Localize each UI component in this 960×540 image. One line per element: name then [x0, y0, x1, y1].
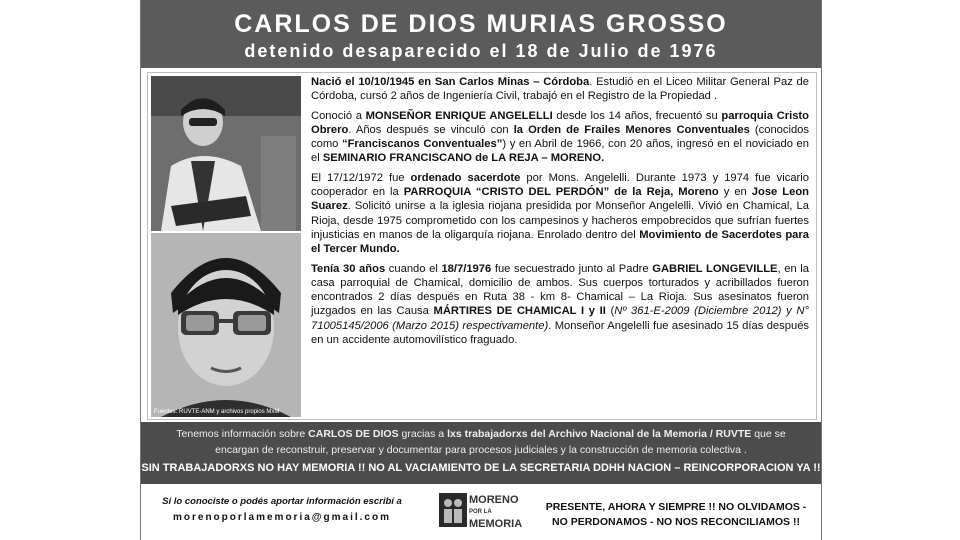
info-line-2: encargan de reconstruir, preservar y documentar para procesos judiciales y la construcción de memoria colectiva . [215, 444, 747, 456]
slogan-line-2: NO PERDONAMOS - NO NOS RECONCILIAMOS !! [552, 516, 800, 528]
bio-paragraph-3: El 17/12/1972 fue ordenado sacerdote por Mons. Angelelli. Durante 1973 y 1974 fue vicario cooperador en la PARROQUIA “CRISTO DEL PERDÓN” de la Reja, Moreno y en Jose Leon Suarez. Solicitó unirse a la iglesia riojana presidida por Monseñor Angelelli. Vivió en Chamical, La Rioja, desde 1975 comprometido con los campesinos y hacheros empobrecidos que sufrían fuertes injusticias en manos de la oligarquía riojana. Enrolado dentro del Movimiento de Sacerdotes para el Tercer Mundo. [311, 171, 809, 256]
biography-text [311, 75, 809, 352]
info-line-1: Tenemos información sobre CARLOS DE DIOS gracias a lxs trabajadorxs del Archivo Nacional de la Memoria / RUVTE que se [176, 428, 786, 440]
info-band [141, 422, 821, 484]
moreno-por-la-memoria-logo [439, 493, 529, 531]
slogan-line-1: PRESENTE, AHORA Y SIEMPRE !! NO OLVIDAMOS - [545, 501, 807, 513]
contact-email[interactable]: morenoporlamemoria@gmail.com [172, 512, 391, 523]
memorial-card [140, 0, 822, 540]
photo-portrait [151, 233, 301, 417]
logo-emblem-icon [439, 493, 467, 527]
bio-paragraph-2: Conoció a MONSEÑOR ENRIQUE ANGELELLI desde los 14 años, frecuentó su parroquia Cristo Obrero. Años después se vinculó con la Orden de Frailes Menores Conventuales (conocidos como “Franciscanos Conventuales”) y en Abril de 1966, con 20 años, ingresó en el noviciado en el SEMINARIO FRANCISCANO de LA REJA – MORENO. [311, 109, 809, 165]
info-line-3: SIN TRABAJADORXS NO HAY MEMORIA !! NO AL VACIAMIENTO DE LA SECRETARIA DDHH NACION – REINCORPORACION YA !! [141, 462, 821, 474]
logo-line-2: POR LA [469, 509, 492, 515]
logo-line-1: MORENO [469, 494, 519, 506]
bio-paragraph-1: Nació el 10/10/1945 en San Carlos Minas – Córdoba. Estudió en el Liceo Militar General Paz de Córdoba, cursó 2 años de Ingeniería Civil, trabajó en el Registro de la Propiedad . [311, 76, 810, 103]
content-frame [147, 72, 817, 420]
bio-paragraph-4: Tenía 30 años cuando el 18/7/1976 fue secuestrado junto al Padre GABRIEL LONGEVILLE, en la casa parroquial de Chamical, domicilio de ambos. Sus cuerpos torturados y acribillados fueron encontrados 2 días después en Ruta 38 - km 8- Chamical – La Rioja. Sus asesinatos fueron juzgados en las Causa MÁRTIRES DE CHAMICAL I y II (Nº 361-E-2009 (Diciembre 2012) y N° 71005145/2006 (Marzo 2015) respectivamente). Monseñor Angelelli fue asesinado 15 días después en un accidente automovilístico fraguado. [311, 262, 810, 347]
page-subtitle: detenido desaparecido el 18 de Julio de 1976 [244, 41, 718, 61]
footer-contact [147, 496, 417, 523]
photo-priest-vestments [151, 76, 301, 231]
header-banner [141, 0, 821, 68]
photo-credit: Fuentes: RUVTE-ANM y archivos propios MxM [154, 409, 280, 415]
contact-label: Si lo conociste o podés aportar información escribí a [162, 496, 402, 507]
footer-slogan [541, 500, 811, 530]
logo-text [469, 494, 522, 530]
logo-line-3: MEMORIA [469, 518, 523, 530]
page-title: CARLOS DE DIOS MURIAS GROSSO [234, 10, 728, 38]
